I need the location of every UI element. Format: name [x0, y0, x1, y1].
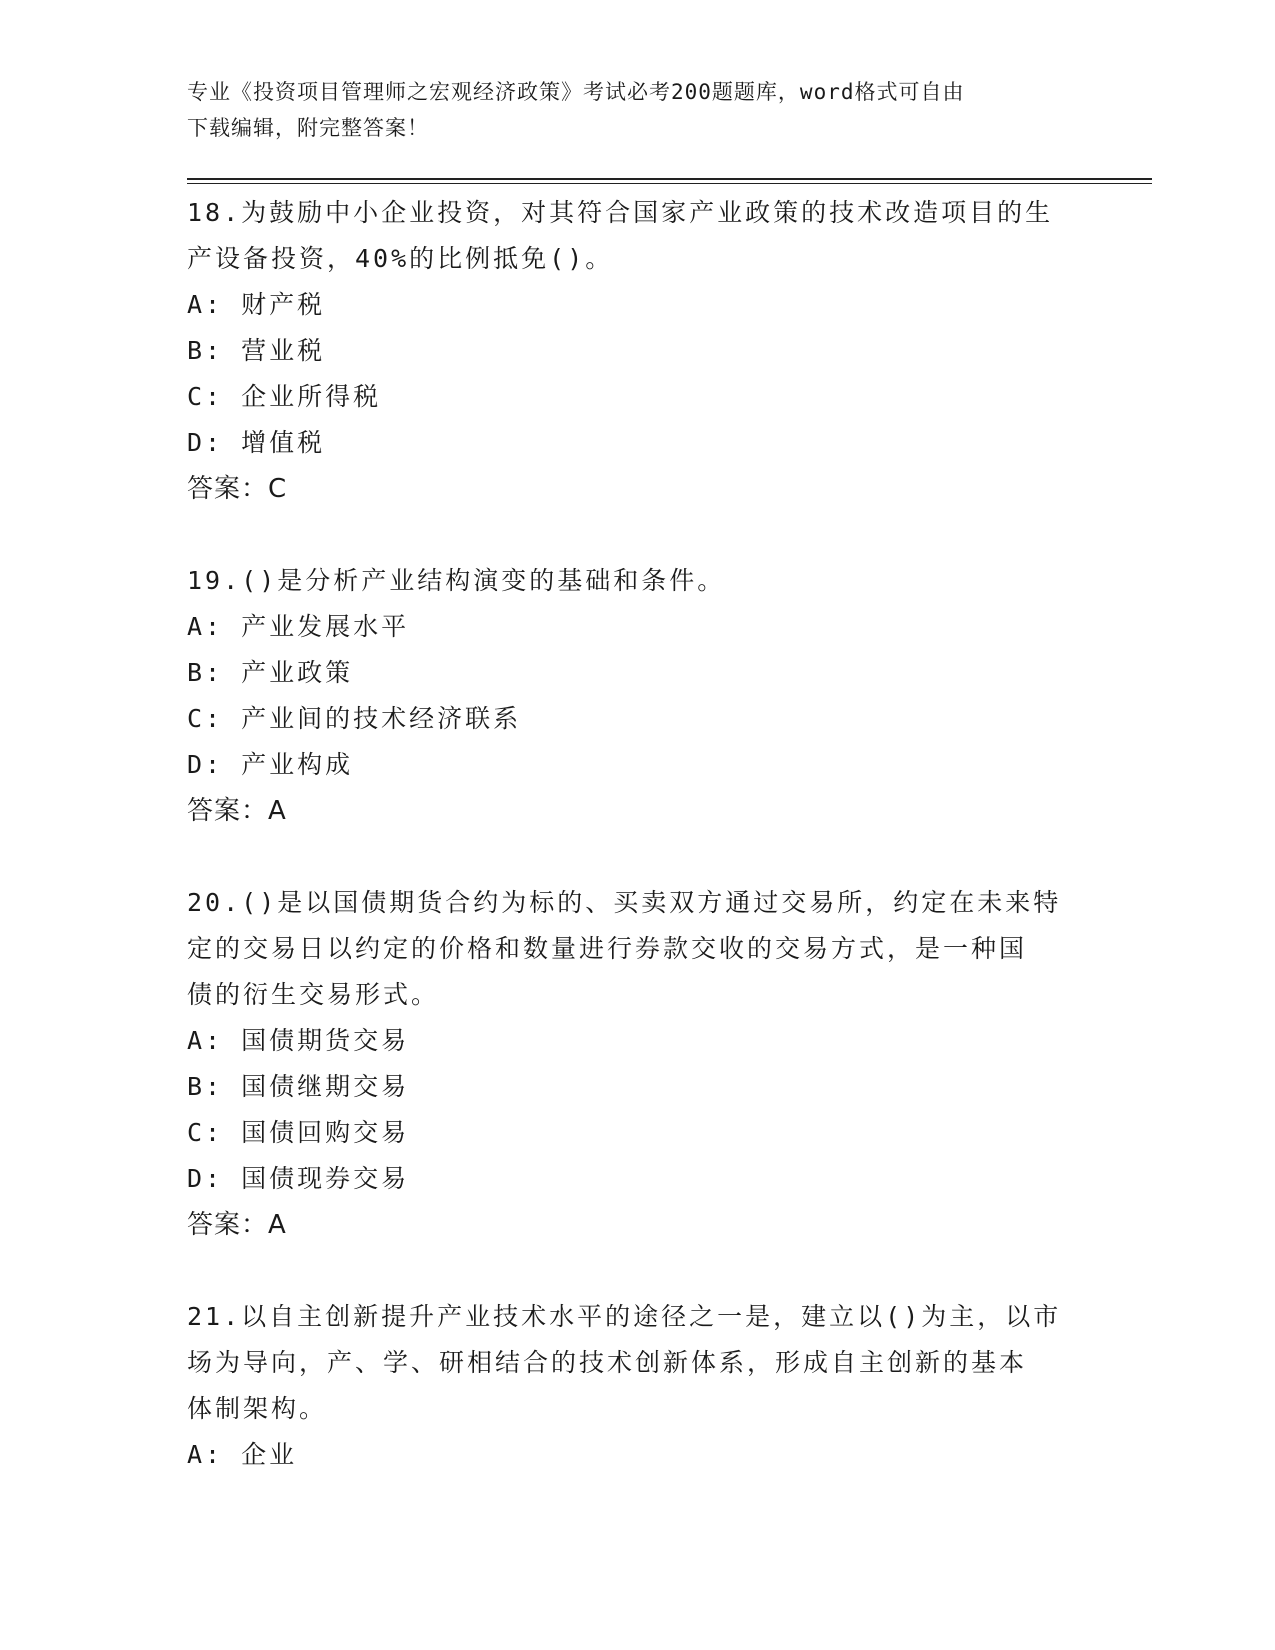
header-line-1: 专业《投资项目管理师之宏观经济政策》考试必考200题题库，word格式可自由: [187, 80, 965, 104]
question-stem-line: 体制架构。: [187, 1394, 328, 1423]
document-header: [187, 74, 1067, 146]
question-stem-line: 18.为鼓励中小企业投资，对其符合国家产业政策的技术改造项目的生: [187, 198, 1054, 227]
option-b: B: 产业政策: [187, 658, 354, 687]
option-a: A: 产业发展水平: [187, 612, 410, 641]
question-stem-line: 产设备投资，40%的比例抵免()。: [187, 244, 614, 273]
answer: 答案：C: [187, 474, 288, 504]
question-stem-line: 场为导向，产、学、研相结合的技术创新体系，形成自主创新的基本: [187, 1348, 1028, 1377]
option-c: C: 产业间的技术经济联系: [187, 704, 522, 733]
option-a: A: 财产税: [187, 290, 326, 319]
option-c: C: 企业所得税: [187, 382, 382, 411]
answer: 答案：A: [187, 1210, 287, 1240]
answer: 答案：A: [187, 796, 287, 826]
question-18: [187, 190, 1087, 512]
question-20: [187, 880, 1087, 1248]
question-stem-line: 20.()是以国债期货合约为标的、买卖双方通过交易所，约定在未来特: [187, 888, 1062, 917]
question-stem-line: 定的交易日以约定的价格和数量进行券款交收的交易方式，是一种国: [187, 934, 1028, 963]
header-divider-thick: [187, 178, 1152, 180]
option-b: B: 营业税: [187, 336, 326, 365]
option-b: B: 国债继期交易: [187, 1072, 410, 1101]
question-19: [187, 558, 1087, 834]
option-d: D: 增值税: [187, 428, 326, 457]
option-d: D: 国债现券交易: [187, 1164, 410, 1193]
header-divider-thin: [187, 183, 1152, 184]
option-d: D: 产业构成: [187, 750, 354, 779]
question-list: [187, 190, 1087, 1478]
header-line-2: 下载编辑，附完整答案！: [187, 116, 429, 140]
option-a: A: 国债期货交易: [187, 1026, 410, 1055]
option-c: C: 国债回购交易: [187, 1118, 410, 1147]
question-stem-line: 债的衍生交易形式。: [187, 980, 440, 1009]
question-stem-line: 21.以自主创新提升产业技术水平的途径之一是，建立以()为主，以市: [187, 1302, 1062, 1331]
option-a: A: 企业: [187, 1440, 298, 1469]
question-stem-line: 19.()是分析产业结构演变的基础和条件。: [187, 566, 726, 595]
question-21: [187, 1294, 1087, 1478]
